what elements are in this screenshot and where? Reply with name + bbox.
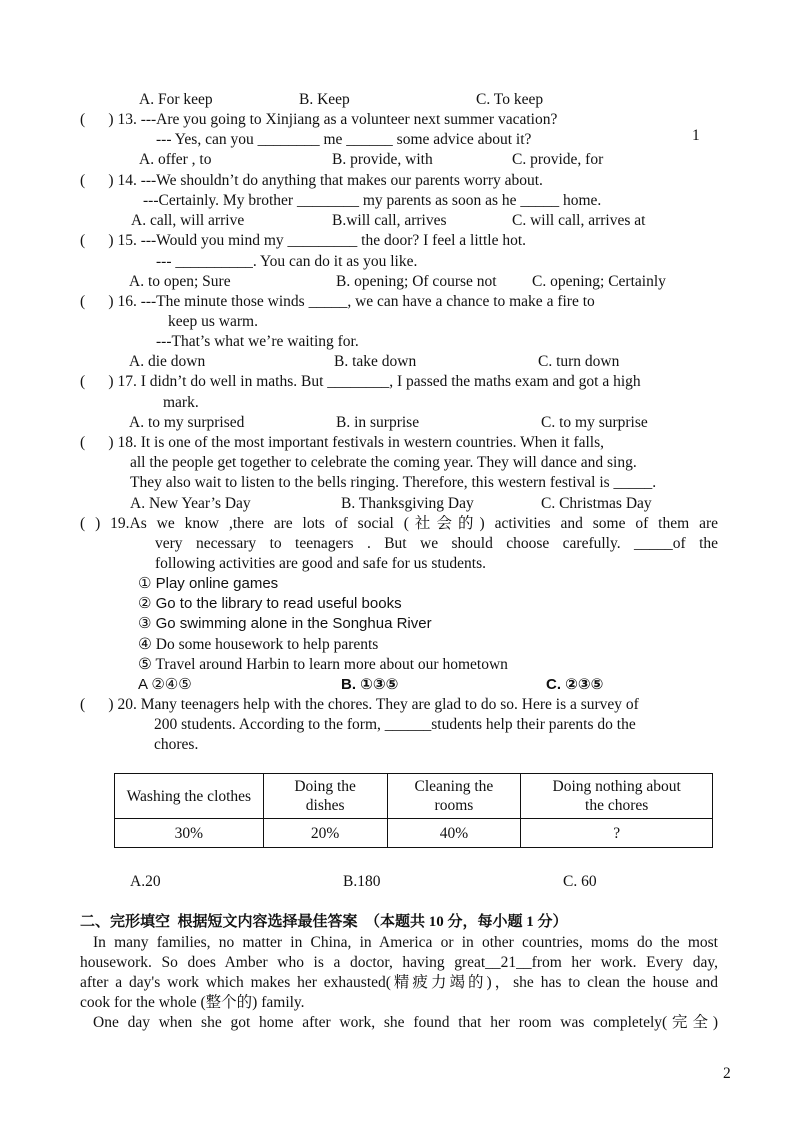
q19-option-a: A ②④⑤ — [138, 676, 192, 693]
page-number-bottom: 2 — [723, 1065, 731, 1082]
q20-option-c: C. 60 — [563, 873, 597, 890]
q19-item-1: ① Play online games — [138, 575, 279, 592]
q16-option-a: A. die down — [129, 353, 206, 370]
q19-option-b: B. ①③⑤ — [341, 676, 399, 693]
q19-option-c: C. ②③⑤ — [546, 676, 604, 693]
survey-value-row — [115, 819, 713, 848]
survey-table — [114, 773, 713, 848]
q12-option-c: C. To keep — [476, 91, 544, 108]
q16-line2: keep us warm. — [168, 313, 258, 330]
q20-line2: 200 students. According to the form, ______students help their parents do the — [154, 716, 636, 733]
section2-para1-line1: In many families, no matter in China, in America or in other countries, moms do the most — [93, 934, 718, 951]
q15-option-a: A. to open; Sure — [129, 273, 231, 290]
q20-option-a: A.20 — [130, 873, 161, 890]
q20-line3: chores. — [154, 736, 199, 753]
q19-stem: ( ) 19.As we know ,there are lots of social (社会的) activities and some of them are — [80, 515, 718, 532]
q13-stem: ( ) 13. ---Are you going to Xinjiang as a volunteer next summer vacation? — [80, 111, 558, 128]
q18-option-a: A. New Year’s Day — [130, 495, 251, 512]
q14-option-c: C. will call, arrives at — [512, 212, 646, 229]
section2-para1-line4: cook for the whole (整个的) family. — [80, 994, 305, 1011]
section2-heading: 二、完形填空 根据短文内容选择最佳答案 （本题共 10 分，每小题 1 分） — [80, 914, 568, 930]
q19-line2: very necessary to teenagers . But we should choose carefully. _____of the — [155, 535, 718, 552]
q18-line3: They also wait to listen to the bells ringing. Therefore, this western festival is _____. — [130, 474, 657, 491]
q13-option-c: C. provide, for — [512, 151, 604, 168]
survey-value-cell: 40% — [387, 819, 521, 848]
q14-option-b: B.will call, arrives — [332, 212, 447, 229]
q15-option-b: B. opening; Of course not — [336, 273, 497, 290]
q16-option-c: C. turn down — [538, 353, 620, 370]
q19-item-2: ② Go to the library to read useful books — [138, 595, 402, 612]
survey-header-cell: Doing the dishes — [263, 774, 387, 819]
q18-option-c: C. Christmas Day — [541, 495, 652, 512]
q15-option-c: C. opening; Certainly — [532, 273, 666, 290]
q15-line2: --- __________. You can do it as you like. — [156, 253, 418, 270]
q14-option-a: A. call, will arrive — [131, 212, 245, 229]
q13-option-a: A. offer , to — [139, 151, 212, 168]
survey-header-cell: Cleaning the rooms — [387, 774, 521, 819]
section2-para1-line2: housework. So does Amber who is a doctor, having great__21__from her work. Every day, — [80, 954, 718, 971]
q20-stem: ( ) 20. Many teenagers help with the chores. They are glad to do so. Here is a survey of — [80, 696, 639, 713]
q19-item-5: ⑤ Travel around Harbin to learn more about our hometown — [138, 656, 508, 673]
survey-value-cell: 20% — [263, 819, 387, 848]
q19-line3: following activities are good and safe for us students. — [155, 555, 487, 572]
q19-item-3: ③ Go swimming alone in the Songhua River — [138, 615, 432, 632]
q18-option-b: B. Thanksgiving Day — [341, 495, 474, 512]
q18-stem: ( ) 18. It is one of the most important festivals in western countries. When it falls, — [80, 434, 605, 451]
q13-line2: --- Yes, can you ________ me ______ some advice about it? — [156, 131, 532, 148]
section2-para1-line3: after a day's work which makes her exhausted(精疲力竭的)，she has to clean the house and — [80, 974, 718, 991]
survey-header-row — [115, 774, 713, 819]
q17-option-a: A. to my surprised — [129, 414, 245, 431]
q14-line2: ---Certainly. My brother ________ my parents as soon as he _____ home. — [143, 192, 602, 209]
q12-option-b: B. Keep — [299, 91, 350, 108]
q19-item-4: ④ Do some housework to help parents — [138, 636, 379, 653]
survey-value-cell: ? — [521, 819, 713, 848]
survey-header-cell: Washing the clothes — [115, 774, 264, 819]
q12-option-a: A. For keep — [139, 91, 213, 108]
section2-para2-line1: One day when she got home after work, she found that her room was completely(完全) — [93, 1014, 718, 1031]
q13-option-b: B. provide, with — [332, 151, 433, 168]
page-number-top: 1 — [692, 127, 700, 144]
q16-stem: ( ) 16. ---The minute those winds _____, we can have a chance to make a fire to — [80, 293, 595, 310]
q17-option-c: C. to my surprise — [541, 414, 648, 431]
survey-header-cell: Doing nothing about the chores — [521, 774, 713, 819]
q18-line2: all the people get together to celebrate the coming year. They will dance and sing. — [130, 454, 637, 471]
q17-line2: mark. — [163, 394, 199, 411]
q15-stem: ( ) 15. ---Would you mind my _________ the door? I feel a little hot. — [80, 232, 527, 249]
q16-line3: ---That’s what we’re waiting for. — [156, 333, 359, 350]
q17-stem: ( ) 17. I didn’t do well in maths. But ________, I passed the maths exam and got a high — [80, 373, 641, 390]
q14-stem: ( ) 14. ---We shouldn’t do anything that makes our parents worry about. — [80, 172, 543, 189]
q16-option-b: B. take down — [334, 353, 417, 370]
q17-option-b: B. in surprise — [336, 414, 420, 431]
q20-option-b: B.180 — [343, 873, 381, 890]
survey-value-cell: 30% — [115, 819, 264, 848]
